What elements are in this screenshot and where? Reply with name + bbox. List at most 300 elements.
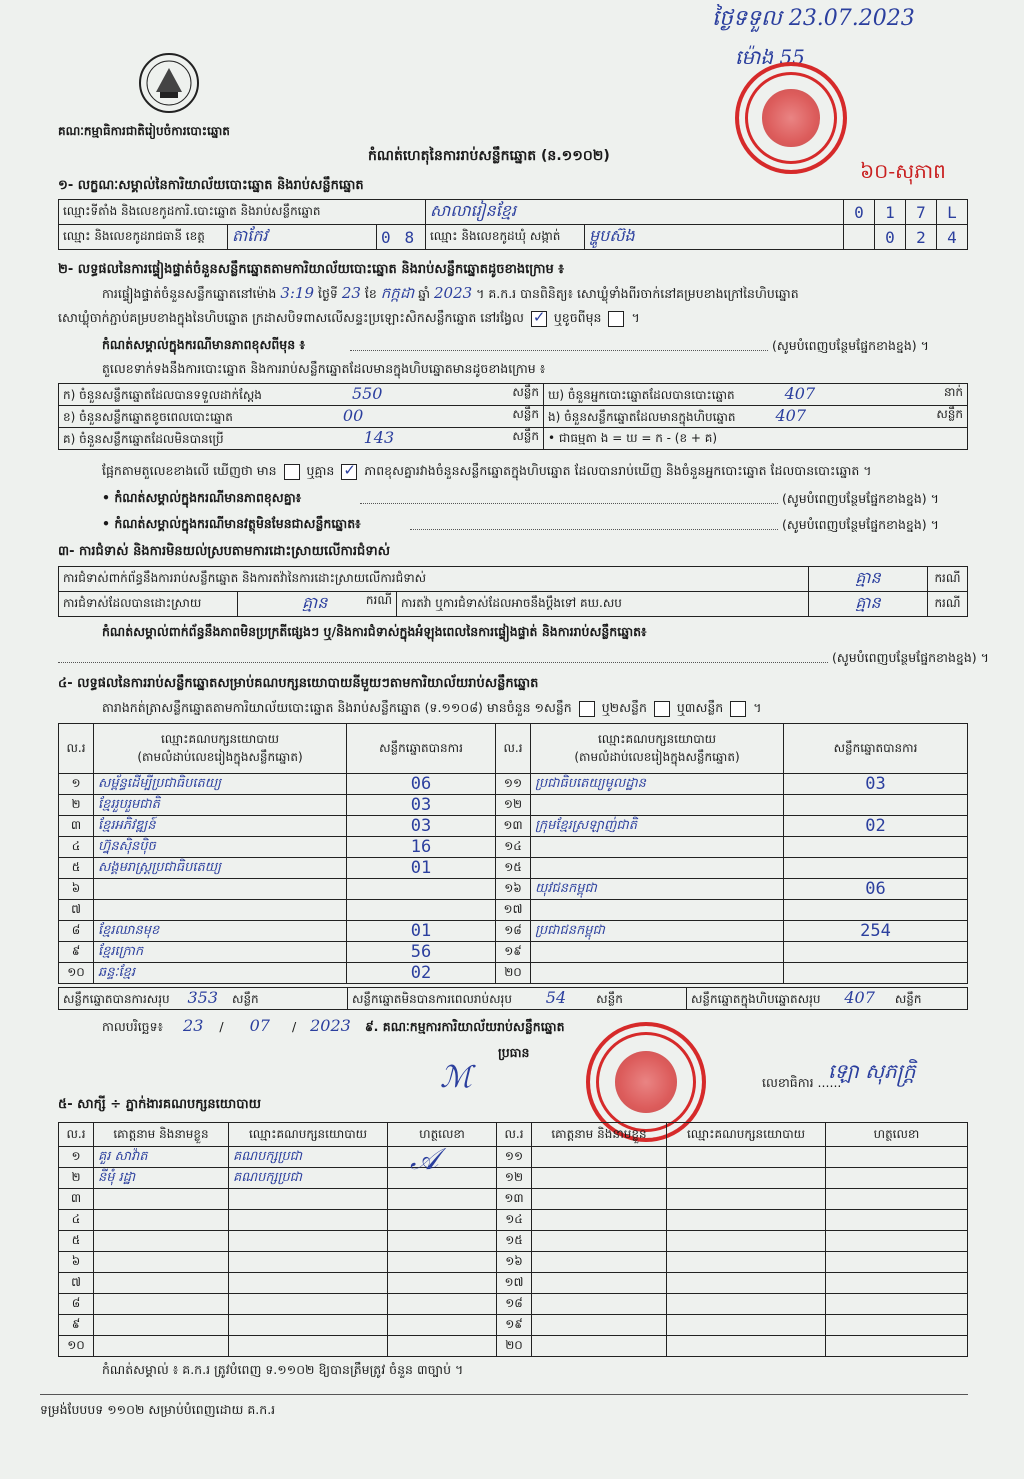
section1-table — [58, 199, 968, 250]
w-col-no-left: ល.រ — [59, 1123, 94, 1147]
w-col-sig-right: ហត្ថលេខា — [826, 1123, 968, 1147]
party-no-cell — [496, 879, 531, 900]
party-no: ១៩ — [504, 944, 522, 958]
party-no: ២០ — [504, 965, 522, 979]
party-no-cell — [59, 774, 94, 795]
witness-party — [667, 1210, 826, 1231]
check-time: 3:19 — [280, 284, 314, 302]
party-no-cell — [496, 816, 531, 837]
voters-voted-label: ឃ) ចំនួនអ្នកបោះឆ្នោតដែលបានបោះឆ្នោត 407 នាក់ — [544, 384, 968, 406]
side-note-handwriting: ៦០-សុភាព — [860, 159, 946, 183]
table-row — [59, 963, 968, 984]
witness-signature-cell — [826, 1168, 968, 1189]
witness-no — [59, 1294, 94, 1315]
irregularity-note: កំណត់សម្គាល់ពាក់ព័ន្ធនឹងភាពមិនប្រក្រតីផ្សេងៗ ឬ/និងការជំទាស់ក្នុងអំឡុងពេលនៃការផ្ទៀងផ្ទាត់ និងការរាប់សន្លឹកឆ្នោត៖ — [102, 624, 647, 639]
witness-no — [59, 1336, 94, 1357]
party-votes: 01 — [410, 858, 432, 878]
party-no: ១ — [71, 776, 81, 790]
witness-no — [59, 1273, 94, 1294]
party-name: ហ្វ៊ុនស៊ិនប៉ិច — [98, 838, 156, 854]
table-row — [59, 1252, 968, 1273]
has-difference-checkbox[interactable] — [284, 464, 300, 480]
party-votes-cell — [784, 816, 968, 837]
party-no-cell — [496, 858, 531, 879]
party-votes: 254 — [860, 921, 891, 941]
party-votes: 01 — [410, 921, 432, 941]
witness-signature-cell — [826, 1315, 968, 1336]
witness-name — [532, 1189, 667, 1210]
party-name: ក្រុមខ្មែរស្រឡាញ់ជាតិ — [535, 817, 638, 833]
fill-hint-3: (សូមបំពេញបន្ថែមផ្នែកខាងខ្នង) ។ — [782, 517, 939, 532]
witness-party — [229, 1231, 388, 1252]
party-votes: 02 — [410, 963, 432, 983]
col-party-right: ឈ្មោះគណបក្សនយោបាយ (តាមលំដាប់លេខរៀងក្នុងសន្លឹកឆ្នោត) — [531, 724, 784, 774]
party-no: ៨ — [71, 923, 81, 937]
party-name: ខ្មែរក្រោក — [98, 943, 144, 959]
w-col-name-right: គោត្តនាម និងនាមខ្លួន — [532, 1123, 667, 1147]
party-votes-cell — [784, 963, 968, 984]
check-line-2: សោឃ្លុំចាក់ភ្ជាប់គម្របខាងក្នុងនៃហិបឆ្នោត ក្រដាសបិទពាសលើសន្ទះប្រឡោះសិកសន្លឹកឆ្នោត នៅរង្វែល ✓ ឬខូចពីមុន ។ — [58, 307, 640, 326]
witness-no-text: ១៤ — [505, 1212, 523, 1226]
section3-heading: ៣- ការជំទាស់ និងការមិនយល់ស្របតាមការដោះស្រាយលើការជំទាស់ — [58, 544, 390, 559]
party-no: ២ — [71, 797, 81, 811]
col-votes-right: សន្លឹកឆ្នោតបានការ — [784, 724, 968, 774]
party-name-cell — [531, 942, 784, 963]
table-row — [59, 1210, 968, 1231]
witness-no — [497, 1273, 532, 1294]
witness-party — [667, 1231, 826, 1252]
party-no: ១៨ — [504, 923, 522, 937]
witness-no — [59, 1168, 94, 1189]
one-sheet-checkbox[interactable] — [579, 701, 595, 717]
witness-no-text: ១៣ — [504, 1191, 524, 1205]
resolved-value: គ្មាន ករណី — [238, 592, 397, 617]
no-difference-checkbox[interactable]: ✓ — [343, 460, 356, 479]
witness-party — [667, 1336, 826, 1357]
party-name-cell — [94, 816, 347, 837]
party-results-table — [58, 723, 968, 984]
witness-party — [667, 1189, 826, 1210]
witness-party — [667, 1273, 826, 1294]
valid-total: សន្លឹកឆ្នោតបានការសរុប 353 សន្លឹក — [59, 988, 348, 1010]
witness-signature-cell — [388, 1336, 497, 1357]
counts-table — [58, 383, 968, 450]
witness-party — [667, 1147, 826, 1168]
witness-no — [59, 1252, 94, 1273]
difference-line: ផ្អែកតាមតួលេខខាងលើ ឃើញថា មាន ឬគ្មាន ✓ ភាពខុសគ្នារវាងចំនួនសន្លឹកឆ្នោតក្នុងហិបឆ្នោត ដែលបានរាប់ឃើញ និងចំនួនអ្នកបោះឆ្នោត ដែលបានបោះឆ្នោត ។ — [102, 460, 872, 479]
witness-no-text: ៩ — [71, 1317, 81, 1331]
party-name-cell — [531, 879, 784, 900]
party-no-cell — [496, 942, 531, 963]
party-name-cell — [94, 879, 347, 900]
party-no-cell — [59, 858, 94, 879]
fill-hint-2: (សូមបំពេញបន្ថែមផ្នែកខាងខ្នង) ។ — [782, 491, 939, 506]
party-no: ៤ — [71, 839, 81, 853]
party-name: ប្រជាធិបតេយ្យមូលដ្ឋាន — [535, 775, 646, 791]
witness-signature-cell — [826, 1336, 968, 1357]
table-row — [59, 921, 968, 942]
party-no: ១៣ — [503, 818, 523, 832]
table-row — [59, 1336, 968, 1357]
witness-name — [532, 1336, 667, 1357]
objections-table — [58, 566, 968, 617]
section2-heading: ២- លទ្ធផលនៃការផ្ទៀងផ្ទាត់ចំនួនសន្លឹកឆ្នោតតាមការិយាល័យបោះឆ្នោត និងរាប់សន្លឹកឆ្នោតដូចខាងក្រោម ៖ — [58, 262, 564, 277]
tally-sheet-line: តារាងកត់ត្រាសន្លឹកឆ្នោតតាមការិយាល័យបោះឆ្នោត និងរាប់សន្លឹកឆ្នោត (ទ.១១០៨) មានចំនួន ១សន្លឹក ឬ២សន្លឹក ឬ៣សន្លឹក ។ — [102, 700, 762, 715]
spoiled-ballots-label: ខ) ចំនួនសន្លឹកឆ្នោតខូចពេលបោះឆ្នោត 00 សន្លឹក — [59, 406, 544, 428]
witness-name — [532, 1168, 667, 1189]
party-votes-cell — [347, 900, 496, 921]
witness-no-text: ១ — [71, 1149, 81, 1163]
witness-table — [58, 1122, 968, 1357]
party-name: ខ្មែរឈានមុខ — [98, 922, 160, 938]
w-col-sig-left: ហត្ថលេខា — [388, 1123, 497, 1147]
party-name: យុវជនកម្ពុជា — [535, 880, 597, 896]
witness-no — [497, 1231, 532, 1252]
table-row — [59, 1189, 968, 1210]
office-code-4: L — [937, 200, 968, 225]
witness-no-text: ១៦ — [505, 1254, 523, 1268]
witness-no-text: ១២ — [504, 1170, 524, 1184]
president-label: ប្រធាន — [498, 1045, 530, 1060]
table-row — [59, 1315, 968, 1336]
two-sheet-checkbox[interactable] — [654, 701, 670, 717]
witness-signature-cell — [826, 1189, 968, 1210]
party-votes: 03 — [865, 774, 886, 794]
witness-no — [497, 1336, 532, 1357]
unused-ballots-label: គ) ចំនួនសន្លឹកឆ្នោតដែលមិនបានប្រើ 143 សន្លឹក — [59, 428, 544, 450]
party-no: ៥ — [71, 860, 81, 874]
witness-signature-cell — [388, 1147, 497, 1168]
witness-no-text: ២០ — [505, 1338, 523, 1352]
witness-no-text: ៤ — [71, 1212, 81, 1226]
party-name-cell — [94, 900, 347, 921]
party-name: សង្គមរាស្ត្រប្រជាធិបតេយ្យ — [98, 859, 222, 875]
party-votes-cell — [347, 942, 496, 963]
witness-name — [532, 1147, 667, 1168]
office-name-label: ឈ្មោះទីតាំង និងលេខកូដការិ.បោះឆ្នោត និងរាប់សន្លឹកឆ្នោត — [59, 200, 426, 225]
party-name-cell — [531, 837, 784, 858]
party-no-cell — [59, 921, 94, 942]
party-name: ប្រជាជនកម្ពុជា — [535, 922, 605, 938]
bullet-foreign: • កំណត់សម្គាល់ក្នុងករណីមានវត្ថុមិនមែនជាសន្លឹកឆ្នោត៖ — [102, 516, 361, 531]
witness-signature-cell — [388, 1210, 497, 1231]
party-votes: 03 — [410, 816, 432, 836]
office-code-1: 0 — [844, 200, 875, 225]
table-row — [59, 1147, 968, 1168]
witness-name — [94, 1210, 229, 1231]
witness-name — [94, 1189, 229, 1210]
party-no: ១១ — [503, 776, 523, 790]
witness-no — [497, 1189, 532, 1210]
witness-no-text: ៥ — [71, 1233, 81, 1247]
witness-party-text: គណបក្សប្រជា — [233, 1148, 302, 1164]
table-row — [59, 1273, 968, 1294]
col-no-left: ល.រ — [59, 724, 94, 774]
party-name: ខ្មែររួបរួមជាតិ — [98, 796, 160, 812]
province-code: 0 8 — [377, 225, 426, 250]
party-votes-cell — [784, 900, 968, 921]
party-name-cell — [531, 774, 784, 795]
witness-name-text: គួរ សាវ៉ាត — [98, 1148, 148, 1164]
check-day: 23 — [341, 284, 361, 302]
secretary-label: លេខាធិការ ...... — [762, 1075, 842, 1090]
table-row — [59, 774, 968, 795]
resolved-label: ការជំទាស់ដែលបានដោះស្រាយ — [59, 592, 238, 617]
three-sheet-checkbox[interactable] — [730, 701, 746, 717]
party-votes-cell — [347, 858, 496, 879]
party-votes: 16 — [410, 837, 432, 857]
party-name-cell — [94, 942, 347, 963]
appeal-unit: ករណី — [927, 592, 967, 617]
witness-party — [229, 1294, 388, 1315]
party-name-cell — [531, 921, 784, 942]
party-no: ១៧ — [503, 902, 523, 916]
w-col-name-left: គោត្តនាម និងនាមខ្លួន — [94, 1123, 229, 1147]
witness-no — [59, 1147, 94, 1168]
party-votes-cell — [784, 879, 968, 900]
party-name: ខ្មែរអភិវឌ្ឍន៍ — [98, 817, 156, 833]
note-diff: កំណត់សម្គាល់ក្នុងករណីមានភាពខុសពីមុន ៖ — [102, 337, 306, 352]
witness-name — [94, 1168, 229, 1189]
witness-no — [497, 1294, 532, 1315]
witness-no-text: ៦ — [71, 1254, 81, 1268]
party-name-cell — [531, 858, 784, 879]
table-row — [59, 1168, 968, 1189]
party-votes-cell — [784, 774, 968, 795]
witness-name — [94, 1294, 229, 1315]
party-votes: 03 — [410, 795, 432, 815]
check-year: 2023 — [433, 284, 473, 302]
table-row — [59, 942, 968, 963]
totals-table — [58, 987, 968, 1010]
witness-party — [229, 1252, 388, 1273]
witness-name — [94, 1147, 229, 1168]
party-no-cell — [496, 921, 531, 942]
objection-label: ការជំទាស់ពាក់ព័ន្ធនឹងការរាប់សន្លឹកឆ្នោត និងការតវ៉ានៃការដោះស្រាយលើការជំទាស់ — [59, 567, 809, 592]
witness-signature-cell — [826, 1252, 968, 1273]
party-name: ឆន្ទៈខ្មែរ — [98, 964, 135, 980]
witness-signature-cell — [826, 1294, 968, 1315]
table-row — [59, 837, 968, 858]
witness-no-text: ៨ — [71, 1296, 81, 1310]
invalid-total: សន្លឹកឆ្នោតមិនបានការពេលរាប់សរុប 54 សន្លឹក — [348, 988, 687, 1010]
appeal-label: ការតវ៉ា ឬការជំទាស់ដែលអាចនឹងប្តឹងទៅ គឃ.សប — [397, 592, 809, 617]
party-no: ៦ — [71, 881, 81, 895]
commune-code-2: 2 — [906, 225, 937, 250]
witness-no — [497, 1252, 532, 1273]
party-no-cell — [59, 837, 94, 858]
check-line-1: ការផ្ទៀងផ្ទាត់ចំនួនសន្លឹកឆ្នោតនៅម៉ោង 3:19 ថ្ងៃទី 23 ខែ កក្កដា ឆ្នាំ 2023 ។ គ.ក.រ បានពិនិត្យ៖ សោឃ្លុំទាំងពីរចាក់នៅគម្របខាងក្រៅនៃហិបឆ្នោត — [102, 284, 799, 302]
ballots-in-box-label: ង) ចំនួនសន្លឹកឆ្នោតដែលមានក្នុងហិបឆ្នោត 407 សន្លឹក — [544, 406, 968, 428]
party-votes-cell — [347, 795, 496, 816]
objection-value: គ្មាន — [808, 567, 927, 592]
witness-no — [497, 1315, 532, 1336]
commune-label: ឈ្មោះ និងលេខកូដឃុំ សង្កាត់ — [426, 225, 585, 250]
party-name-cell — [94, 858, 347, 879]
party-no-cell — [496, 963, 531, 984]
received-date-handwriting: ថ្ងៃទទួល 23.07.2023 — [712, 6, 915, 31]
witness-no-text: ៧ — [71, 1275, 81, 1289]
commune-code-1: 0 — [875, 225, 906, 250]
copies-note: កំណត់សម្គាល់ ៖ គ.ក.រ ត្រូវបំពេញ ទ.១១០២ ឱ្យបានត្រឹមត្រូវ ចំនួន ៣ច្បាប់ ។ — [102, 1362, 464, 1377]
witness-name — [532, 1231, 667, 1252]
party-votes: 06 — [410, 774, 432, 794]
box-total: សន្លឹកឆ្នោតក្នុងហិបឆ្នោតសរុប 407 សន្លឹក — [687, 988, 968, 1010]
witness-signature-cell — [388, 1231, 497, 1252]
party-votes: 02 — [865, 816, 886, 836]
party-votes-cell — [347, 837, 496, 858]
witness-party — [229, 1273, 388, 1294]
section1-heading: ១- លក្ខណៈសម្គាល់នៃការិយាល័យបោះឆ្នោត និងរាប់សន្លឹកឆ្នោត — [58, 178, 364, 193]
party-no: ១៤ — [504, 839, 522, 853]
witness-no-text: ១០ — [67, 1338, 85, 1352]
witness-party — [229, 1147, 388, 1168]
witness-party — [229, 1336, 388, 1357]
check-month: កក្កដា — [380, 284, 415, 302]
witness-signature-cell — [388, 1315, 497, 1336]
commune-value: ម្ហូបស៊ង — [585, 225, 844, 250]
witness-no-text: ១៥ — [505, 1233, 523, 1247]
party-no: ១០ — [67, 965, 85, 979]
w-col-party-left: ឈ្មោះគណបក្សនយោបាយ — [229, 1123, 388, 1147]
party-no-cell — [59, 963, 94, 984]
witness-no-text: ១១ — [504, 1149, 524, 1163]
witness-no — [59, 1210, 94, 1231]
witness-signature-cell — [388, 1252, 497, 1273]
table-row — [59, 1231, 968, 1252]
witness-signature: 𝒜 — [410, 1142, 439, 1177]
col-party-left: ឈ្មោះគណបក្សនយោបាយ (តាមលំដាប់លេខរៀងក្នុងសន្លឹកឆ្នោត) — [94, 724, 347, 774]
formula-label: • ជាធម្មតា ង = ឃ = ក - (ខ + គ) — [544, 428, 968, 450]
witness-party — [229, 1168, 388, 1189]
witness-name — [94, 1231, 229, 1252]
witness-name — [532, 1273, 667, 1294]
witness-party — [229, 1315, 388, 1336]
table-row — [59, 900, 968, 921]
witness-party — [667, 1252, 826, 1273]
witness-signature-cell — [826, 1147, 968, 1168]
witness-no-text: ១៧ — [504, 1275, 524, 1289]
witness-signature-cell — [388, 1273, 497, 1294]
party-votes-cell — [347, 921, 496, 942]
secretary-signature-name: ឡោ សុភក្រ្តិ — [828, 1059, 916, 1083]
witness-party-text: គណបក្សប្រជា — [233, 1169, 302, 1185]
objection-unit: ករណី — [927, 567, 967, 592]
witness-party — [667, 1294, 826, 1315]
official-stamp-top — [735, 62, 847, 174]
form-title: កំណត់ហេតុនៃការរាប់សន្លឹកឆ្នោត (ន.១១០២) — [368, 148, 610, 164]
witness-name — [94, 1336, 229, 1357]
witness-name — [94, 1273, 229, 1294]
party-votes: 06 — [865, 879, 886, 899]
party-no-cell — [496, 900, 531, 921]
party-votes-cell — [347, 879, 496, 900]
witness-no — [59, 1189, 94, 1210]
witness-no-text: ៣ — [70, 1191, 82, 1205]
party-no: ៣ — [70, 818, 82, 832]
party-name-cell — [94, 795, 347, 816]
witness-no-text: ១៩ — [505, 1317, 523, 1331]
witness-no — [59, 1231, 94, 1252]
party-votes-cell — [784, 837, 968, 858]
witness-signature-cell — [388, 1189, 497, 1210]
party-no: ៧ — [71, 902, 81, 916]
party-votes-cell — [784, 921, 968, 942]
party-no: ៩ — [71, 944, 81, 958]
fill-hint-1: (សូមបំពេញបន្ថែមផ្នែកខាងខ្នង) ។ — [772, 338, 929, 353]
section4-heading: ៤- លទ្ធផលនៃការរាប់សន្លឹកឆ្នោតសម្រាប់គណបក្សនយោបាយនីមួយៗតាមការិយាល័យរាប់សន្លឹកឆ្នោត — [58, 676, 539, 691]
witness-name — [94, 1315, 229, 1336]
party-no-cell — [59, 795, 94, 816]
col-no-right: ល.រ — [496, 724, 531, 774]
party-no-cell — [496, 774, 531, 795]
party-votes-cell — [784, 942, 968, 963]
witness-name — [532, 1294, 667, 1315]
president-signature: ℳ — [440, 1060, 473, 1095]
party-no: ១២ — [503, 797, 523, 811]
witness-no-text: ២ — [71, 1170, 81, 1184]
party-no: ១៥ — [504, 860, 522, 874]
table-row — [59, 879, 968, 900]
witness-no — [497, 1210, 532, 1231]
party-no-cell — [59, 942, 94, 963]
party-votes-cell — [347, 774, 496, 795]
org-line: គណៈកម្មាធិការជាតិរៀបចំការបោះឆ្នោត — [58, 124, 230, 138]
commune-code-3: 4 — [937, 225, 968, 250]
party-votes-cell — [347, 963, 496, 984]
section5-heading: ៥- សាក្សី ÷ ភ្នាក់ងារគណបក្សនយោបាយ — [58, 1097, 261, 1112]
party-name-cell — [94, 774, 347, 795]
party-name-cell — [531, 963, 784, 984]
bullet-diff: • កំណត់សម្គាល់ក្នុងករណីមានភាពខុសគ្នា៖ — [102, 490, 302, 505]
witness-name — [532, 1252, 667, 1273]
party-name: សម្ព័ន្ធដើម្បីប្រជាធិបតេយ្យ — [98, 775, 222, 791]
witness-name — [94, 1252, 229, 1273]
party-no: ១៦ — [504, 881, 522, 895]
date-line: កាលបរិច្ឆេទ៖ 23 / 07 / 2023 ៩. គណៈកម្មការការិយាល័យរាប់សន្លឹកឆ្នោត — [102, 1016, 565, 1035]
party-name-cell — [531, 900, 784, 921]
office-name-value: សាលារៀនខ្មែរ — [426, 200, 844, 225]
damaged-checkbox[interactable] — [608, 311, 624, 327]
party-name-cell — [94, 963, 347, 984]
received-time-handwriting: ម៉ោង 55 — [735, 45, 805, 69]
intact-checkbox[interactable]: ✓ — [532, 307, 546, 326]
table-row — [59, 795, 968, 816]
witness-party — [229, 1210, 388, 1231]
witness-signature-cell — [388, 1168, 497, 1189]
party-no-cell — [496, 837, 531, 858]
party-no-cell — [59, 879, 94, 900]
witness-no — [59, 1315, 94, 1336]
witness-no-text: ១៨ — [505, 1296, 523, 1310]
witness-signature-cell — [826, 1210, 968, 1231]
witness-party — [229, 1189, 388, 1210]
w-col-party-right: ឈ្មោះគណបក្សនយោបាយ — [667, 1123, 826, 1147]
witness-no — [497, 1168, 532, 1189]
party-votes-cell — [784, 795, 968, 816]
office-code-2: 1 — [875, 200, 906, 225]
witness-signature-cell — [826, 1231, 968, 1252]
party-name-cell — [531, 795, 784, 816]
witness-name — [532, 1315, 667, 1336]
party-name-cell — [94, 921, 347, 942]
witness-party — [667, 1168, 826, 1189]
fill-hint-4: (សូមបំពេញបន្ថែមផ្នែកខាងខ្នង) ។ — [832, 650, 989, 665]
party-no-cell — [496, 795, 531, 816]
party-no-cell — [59, 900, 94, 921]
witness-signature-cell — [826, 1273, 968, 1294]
witness-name — [532, 1210, 667, 1231]
